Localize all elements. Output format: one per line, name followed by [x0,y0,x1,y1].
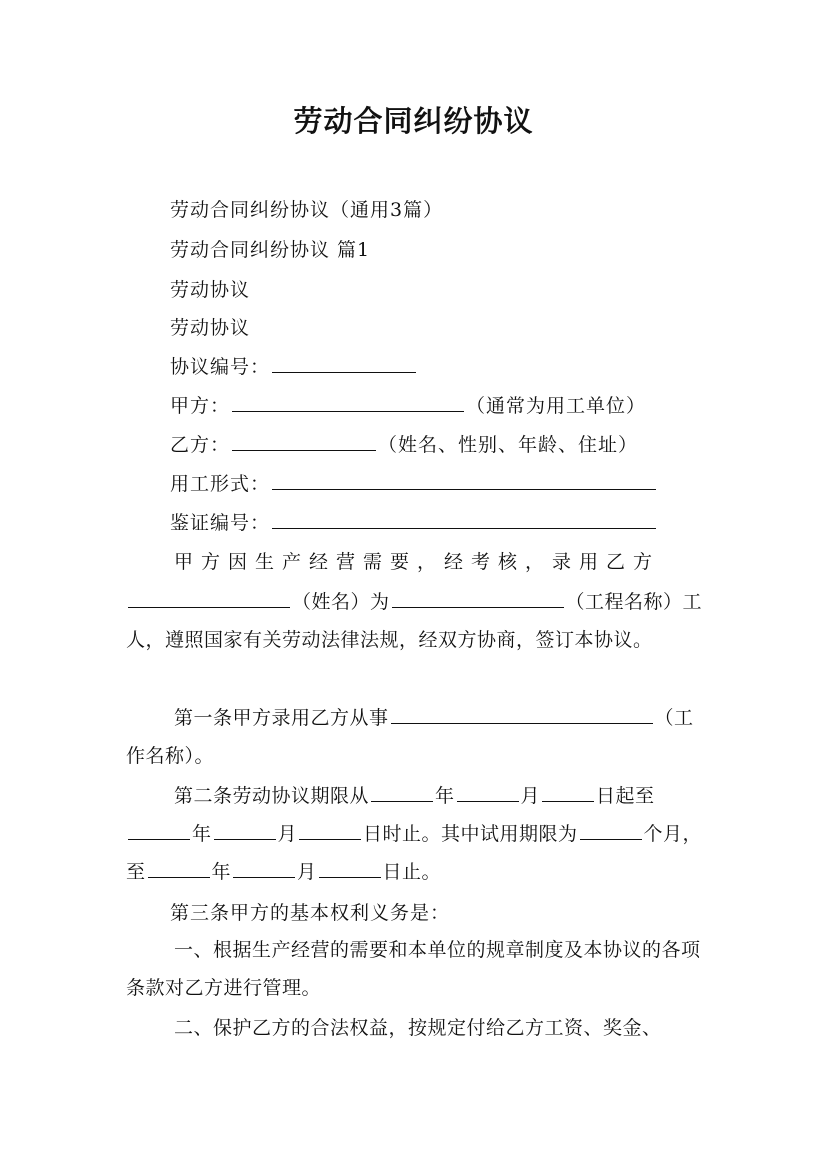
party-b-blank [232,432,376,451]
trial-end-day-label: 日止。 [382,861,442,883]
month-label-2: 月 [277,823,298,845]
document-subtitle: 劳动合同纠纷协议（通用3篇） [170,199,444,221]
article-3-heading: 第三条甲方的基本权利义务是： [170,902,451,924]
intro-text-part2: （姓名）为 [292,591,390,613]
start-year-blank [371,783,433,802]
section-heading: 劳动合同纠纷协议 篇1 [170,239,371,261]
job-name-blank [391,705,653,724]
party-b-note: （姓名、性别、年龄、住址） [378,434,639,456]
trial-end-year-blank [148,859,210,878]
year-label-2: 年 [192,823,212,845]
employee-name-blank [128,589,290,608]
intro-paragraph [126,543,706,581]
start-month-blank [457,783,519,802]
article-1 [126,699,706,775]
employment-form-blank [272,471,656,490]
party-b-label: 乙方： [170,434,231,456]
intro-text-part1: 甲方因生产经营需要，经考核，录用乙方 [174,551,661,573]
intro-text-part3: （工程名称）工人，遵照国家有关劳动法律法规，经双方协商，签订本协议。 [126,591,703,651]
document-title: 劳动合同纠纷协议 [293,104,534,138]
trial-end-day-blank [319,859,381,878]
month-label-1: 月 [520,785,541,807]
party-a-row [170,393,646,419]
article-3-item-1: 一、根据生产经营的需要和本单位的规章制度及本协议的各项条款对乙方进行管理。 [126,939,701,999]
agreement-number-label: 协议编号： [170,356,271,378]
article-2-text: 第二条劳动协议期限从 [174,785,370,807]
end-day-blank [299,821,361,840]
intro-paragraph-continued [126,583,706,659]
article-2 [126,777,706,891]
party-a-blank [232,393,464,412]
agreement-number-row [170,354,418,380]
party-b-row [170,432,638,458]
project-name-blank [392,589,564,608]
party-a-note: （通常为用工单位） [466,395,647,417]
certification-number-label: 鉴证编号： [170,512,271,534]
article-1-note: （工作名称）。 [126,707,694,767]
end-day-label: 日时止。其中试用期限为 [363,823,578,845]
end-year-blank [128,821,190,840]
certification-number-row [170,510,658,536]
employment-form-row [170,471,658,497]
month-label-3: 月 [297,861,317,883]
article-1-text: 第一条甲方录用乙方从事 [174,707,389,729]
year-label-1: 年 [435,785,455,807]
party-a-label: 甲方： [170,395,231,417]
agreement-number-blank [272,354,416,373]
heading-labor-agreement-1: 劳动协议 [170,279,251,301]
certification-number-blank [272,510,656,529]
end-month-blank [214,821,276,840]
start-day-blank [542,783,594,802]
start-day-label: 日起至 [596,785,655,807]
heading-labor-agreement-2: 劳动协议 [170,317,251,339]
year-label-3: 年 [211,861,232,883]
trial-end-month-blank [233,859,295,878]
trial-months-label: 个月，至 [126,823,703,883]
article-3-item-2: 二、保护乙方的合法权益，按规定付给乙方工资、奖金、 [174,1017,662,1039]
employment-form-label: 用工形式： [170,473,271,495]
trial-period-blank [580,821,642,840]
